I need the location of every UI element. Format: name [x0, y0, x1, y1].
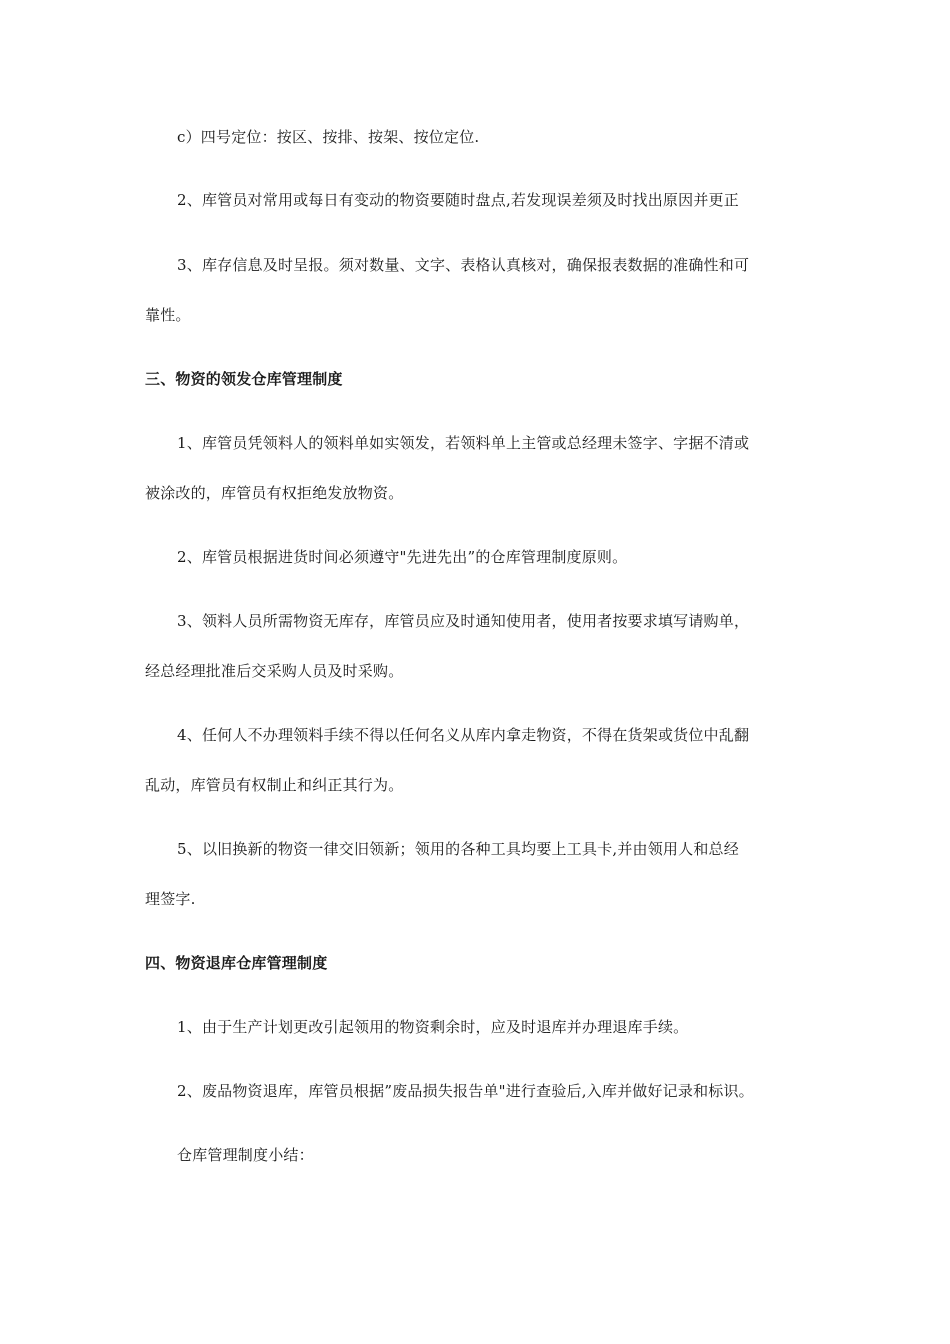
paragraph-line: c）四号定位：按区、按排、按架、按位定位.: [177, 128, 480, 146]
section-heading: 三、物资的领发仓库管理制度: [145, 370, 343, 388]
paragraph-line: 2、库管员对常用或每日有变动的物资要随时盘点,若发现误差须及时找出原因并更正: [177, 191, 739, 209]
paragraph-line: 经总经理批准后交采购人员及时采购。: [145, 662, 404, 680]
paragraph-line: 5、以旧换新的物资一律交旧领新；领用的各种工具均要上工具卡,并由领用人和总经: [177, 840, 739, 858]
paragraph-line: 理签字.: [145, 890, 196, 908]
paragraph-line: 1、库管员凭领料人的领料单如实领发，若领料单上主管或总经理未签字、字据不清或: [177, 434, 750, 452]
paragraph-line: 仓库管理制度小结：: [177, 1146, 314, 1164]
paragraph-line: 靠性。: [145, 306, 191, 324]
paragraph-line: 2、废品物资退库，库管员根据”废品损失报告单"进行查验后,入库并做好记录和标识。: [177, 1082, 754, 1100]
section-heading: 四、物资退库仓库管理制度: [145, 954, 328, 972]
paragraph-line: 2、库管员根据进货时间必须遵守"先进先出”的仓库管理制度原则。: [177, 548, 628, 566]
paragraph-line: 被涂改的，库管员有权拒绝发放物资。: [145, 484, 404, 502]
paragraph-line: 3、领料人员所需物资无库存，库管员应及时通知使用者，使用者按要求填写请购单，: [177, 612, 750, 630]
paragraph-line: 1、由于生产计划更改引起领用的物资剩余时，应及时退库并办理退库手续。: [177, 1018, 689, 1036]
paragraph-line: 4、任何人不办理领料手续不得以任何名义从库内拿走物资，不得在货架或货位中乱翻: [177, 726, 750, 744]
paragraph-line: 3、库存信息及时呈报。须对数量、文字、表格认真核对，确保报表数据的准确性和可: [177, 256, 750, 274]
paragraph-line: 乱动，库管员有权制止和纠正其行为。: [145, 776, 404, 794]
